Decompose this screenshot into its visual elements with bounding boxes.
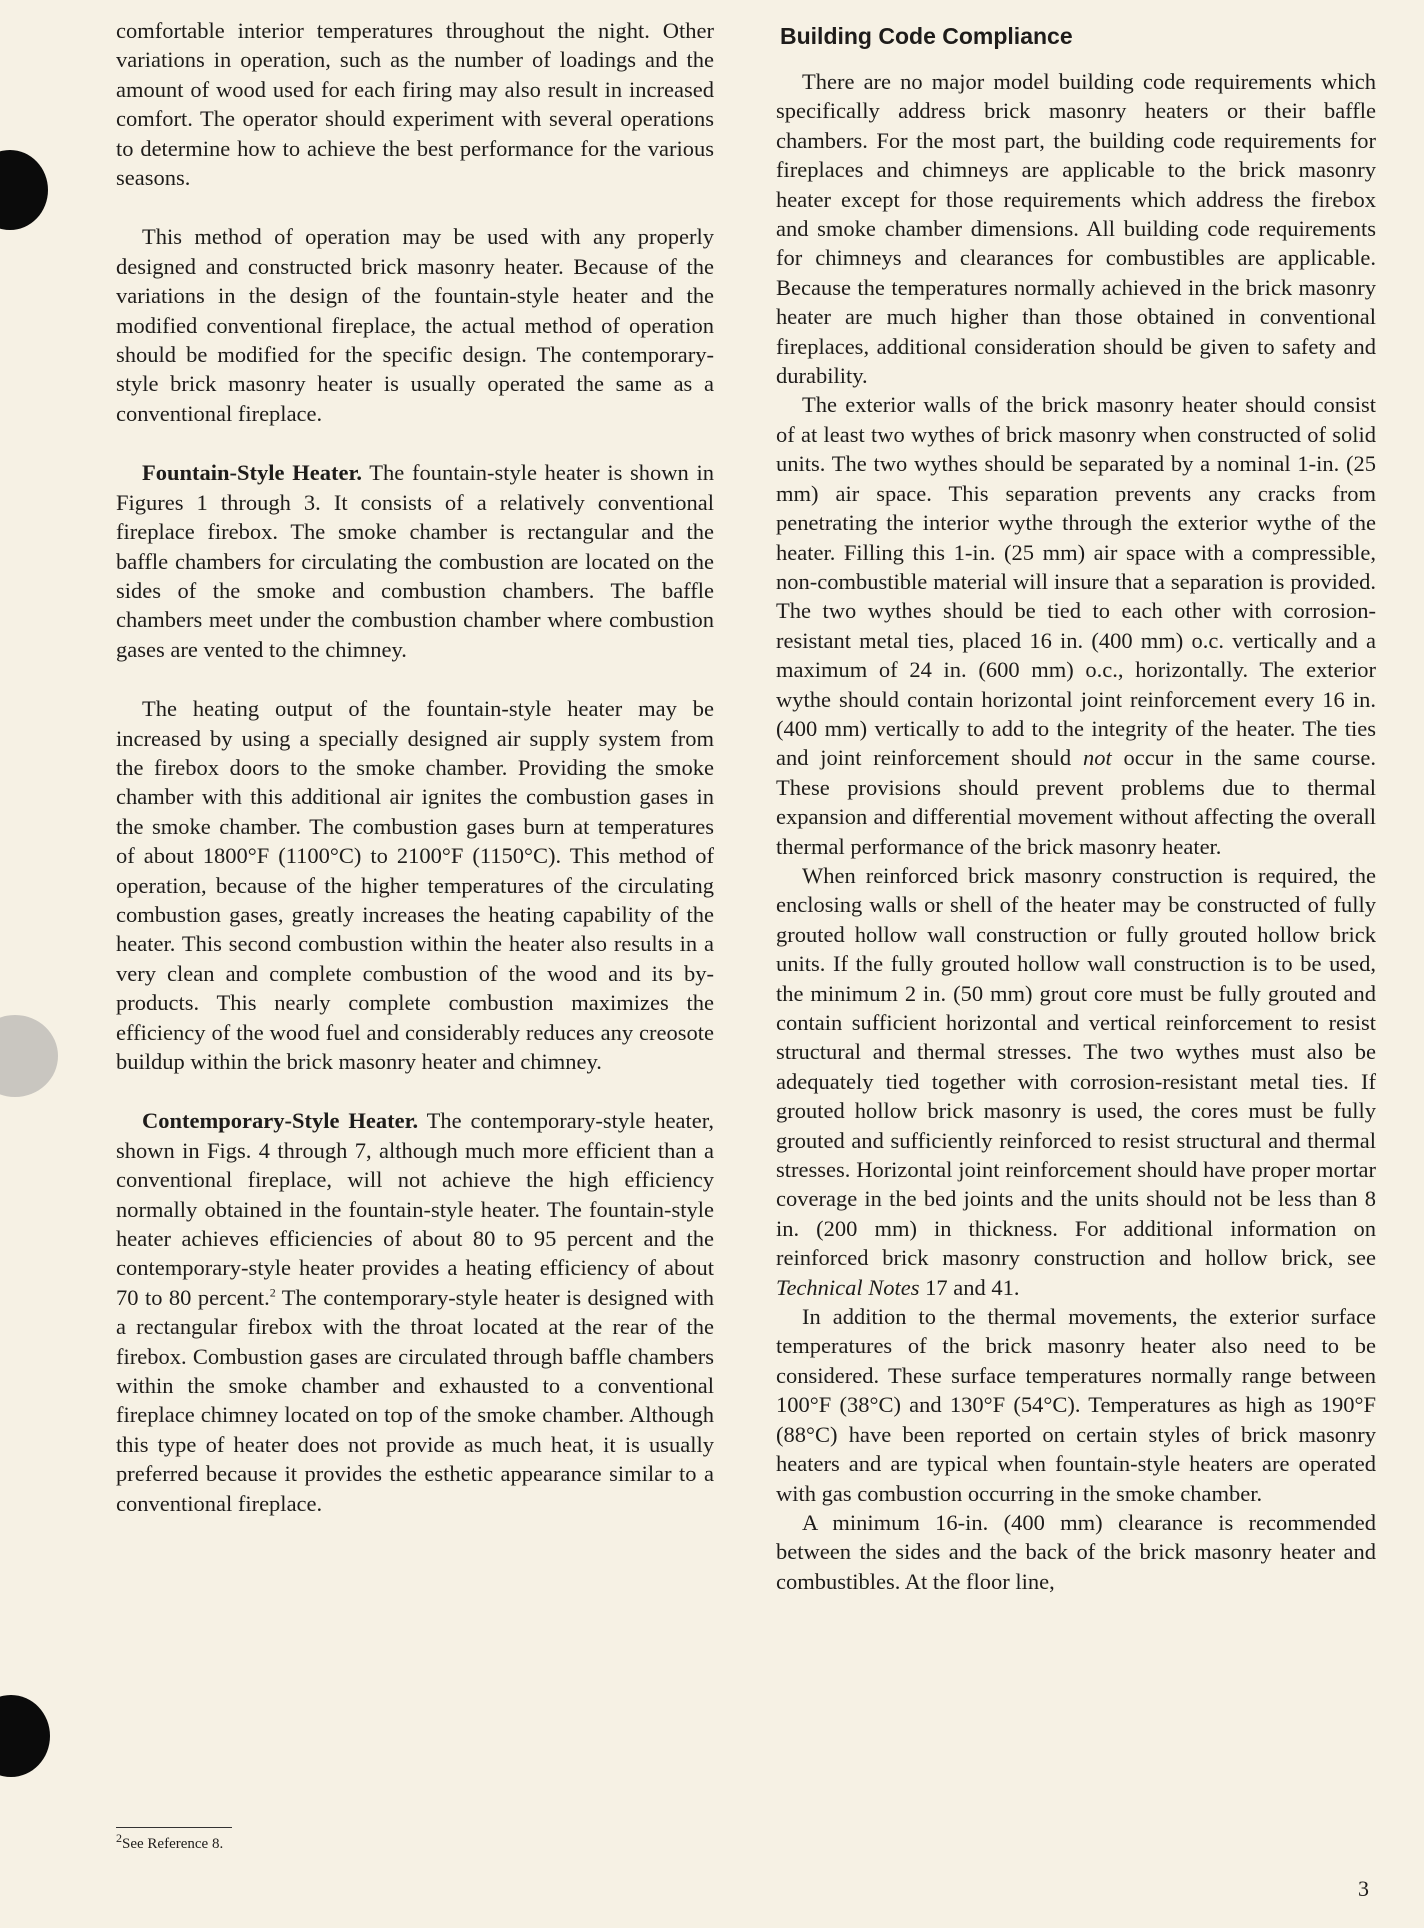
left-column [116,16,714,1518]
footnote-rule [116,1827,232,1828]
paragraph-text: The contemporary-style heater, shown in Figs. 4 through 7, although much more efficient than a conventional fireplace, will not achieve the high efficiency normally obtained in the fountain-style heater. The fountain-style heater achieves efficiencies of about 80 to 95 percent and the contemporary-style heater provides a heating efficiency of about 70 to 80 percent. [116,1108,714,1310]
footnote-text: See Reference 8. [122,1836,224,1852]
run-in-heading: Fountain-Style Heater. [142,460,362,486]
paragraph: In addition to the thermal movements, the exterior surface temperatures of the brick masonry heater also need to be considered. These surface temperatures normally range between 100°F (38°C) and 130°F (54°C). Temperatures as high as 190°F (88°C) have been reported on certain styles of brick masonry heaters and are typical when fountain-style heaters are operated with gas combustion occurring in the smoke chamber. [776,1304,1376,1506]
run-in-heading: Contemporary-Style Heater. [142,1108,419,1134]
paragraph [776,390,1376,861]
paragraph-text: The exterior walls of the brick masonry heater should consist of at least two wythes of brick masonry when constructed of solid units. The two wythes should be separated by a nominal 1-in. (25 mm) air space. This separation prevents any cracks from penetrating the interior wythe through the exterior wythe of the heater. Filling this 1-in. (25 mm) air space with a compressible, non-combustible material will insure that a separation is provided. The two wythes should be tied to each other with corrosion-resistant metal ties, placed 16 in. (400 mm) o.c. vertically and a maximum of 24 in. (600 mm) o.c., horizontally. The exterior wythe should contain horizontal joint reinforcement every 16 in. (400 mm) vertically to add to the integrity of the heater. The ties and joint reinforcement should [776,392,1376,771]
paragraph [116,1106,714,1518]
page-number: 3 [1358,1876,1369,1901]
paragraph [116,458,714,664]
right-column [776,16,1376,1596]
emphasis: not [1082,745,1112,771]
paragraph-text: 17 and 41. [919,1274,1020,1300]
paragraph-text: The contemporary-style heater is designed with a rectangular firebox with the throat located at the rear of the firebox. Combustion gases are circulated through baffle chambers within the smoke chamber and exhausted to a conventional fireplace chimney located on top of the smoke chamber. Although this type of heater does not provide as much heat, it is usually preferred because it provides the esthetic appearance similar to a conventional fireplace. [116,1284,714,1516]
paragraph: This method of operation may be used with any properly designed and constructed brick masonry heater. Because of the variations in the design of the fountain-style heater and the modified conventional fireplace, the actual method of operation should be modified for the specific design. The contemporary-style brick masonry heater is usually operated the same as a conventional fireplace. [116,224,714,426]
footnote-marker: 2 [116,1831,122,1845]
paragraph: There are no major model building code requirements which specifically address brick masonry heaters or their baffle chambers. For the most part, the building code requirements for fireplaces and chimneys are applicable to the brick masonry heater except for those requirements which address the firebox and smoke chamber dimensions. All building code requirements for chimneys and clearances for combustibles are applicable. Because the temperatures normally achieved in the brick masonry heater are much higher than those obtained in conventional fireplaces, additional consideration should be given to safety and durability. [776,69,1376,389]
paragraph-text: occur in the same course. These provisions should prevent problems due to thermal expansion and differential movement without affecting the overall thermal performance of the brick masonry heater. [776,745,1376,859]
paragraph-text: When reinforced brick masonry construction is required, the enclosing walls or shell of the heater may be constructed of fully grouted hollow wall construction or fully grouted hollow brick units. If the fully grouted hollow wall construction is to be used, the minimum 2 in. (50 mm) grout core must be fully grouted and contain sufficient horizontal and vertical reinforcement to resist structural and thermal stresses. The two wythes must also be adequately tied together with corrosion-resistant metal ties. If grouted hollow brick masonry is used, the cores must be fully grouted and sufficiently reinforced to resist structural and thermal stresses. Horizontal joint reinforcement should have proper mortar coverage in the bed joints and the units should not be less than 8 in. (200 mm) in thickness. For additional information on reinforced brick masonry construction and hollow brick, see [776,862,1376,1271]
emphasis: Technical Notes [776,1274,920,1300]
paragraph-text: The fountain-style heater is shown in Figures 1 through 3. It consists of a relatively conventional fireplace firebox. The smoke chamber is rectangular and the baffle chambers for circulating the combustion are located on the sides of the smoke and combustion chambers. The baffle chambers meet under the combustion chamber where combustion gases are vented to the chimney. [116,460,715,662]
binder-punch-hole [0,150,48,230]
binder-punch-hole [0,1015,58,1097]
footnote-reference: 2 [269,1285,276,1300]
section-heading: Building Code Compliance [780,23,1073,49]
footnote [116,1831,224,1853]
binder-punch-hole [0,1695,50,1777]
paragraph [776,861,1376,1302]
paragraph: A minimum 16-in. (400 mm) clearance is recommended between the sides and the back of the brick masonry heater and combustibles. At the floor line, [776,1509,1376,1594]
paragraph: comfortable interior temperatures throughout the night. Other variations in operation, such as the number of loadings and the amount of wood used for each firing may also result in increased comfort. The operator should experiment with several operations to determine how to achieve the best performance for the various seasons. [116,18,714,191]
paragraph: The heating output of the fountain-style heater may be increased by using a specially designed air supply system from the firebox doors to the smoke chamber. Providing the smoke chamber with this additional air ignites the combustion gases in the smoke chamber. The combustion gases burn at temperatures of about 1800°F (1100°C) to 2100°F (1150°C). This method of operation, because of the higher temperatures of the circulating combustion gases, greatly increases the heating capability of the heater. This second combustion within the heater also results in a very clean and complete combustion of the wood and its by-products. This nearly complete combustion maximizes the efficiency of the wood fuel and considerably reduces any creosote buildup within the brick masonry heater and chimney. [116,696,714,1074]
